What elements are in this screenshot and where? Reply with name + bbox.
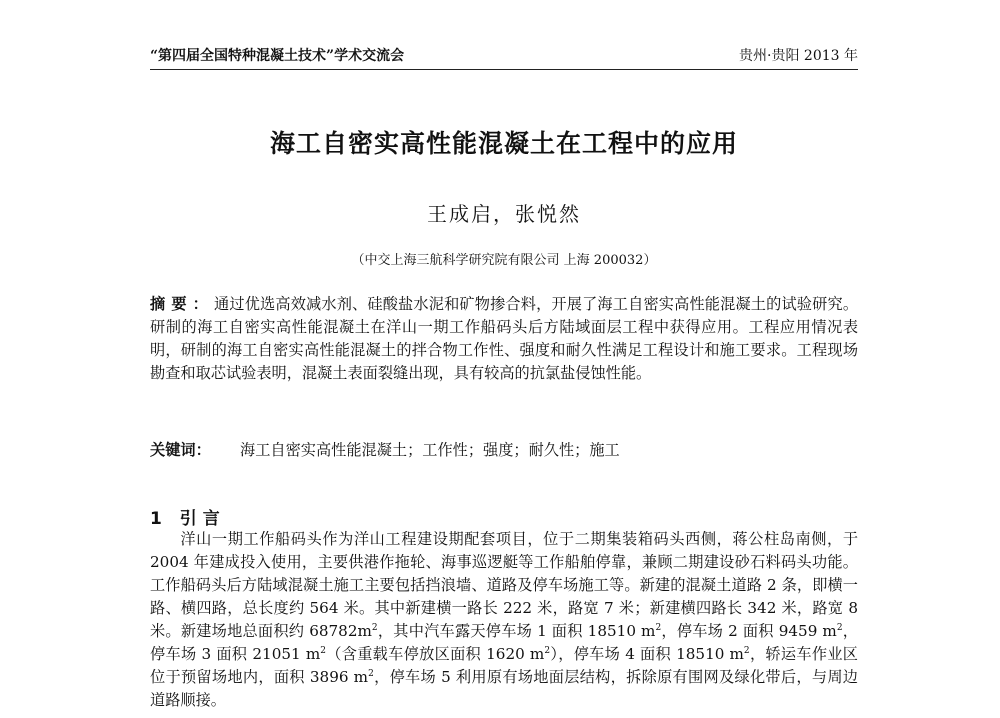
superscript: 2 [743, 645, 750, 656]
keywords-text: 海工自密实高性能混凝土；工作性；强度；耐久性；施工 [240, 441, 620, 459]
paragraph-segment: （含重载车停放区面积 1620 m [325, 645, 545, 663]
running-header [150, 45, 858, 70]
superscript: 2 [836, 622, 843, 633]
abstract-label: 摘要： [150, 295, 215, 313]
section-body-paragraph [150, 528, 858, 712]
abstract [150, 293, 858, 385]
superscript: 2 [368, 668, 374, 679]
paper-title: 海工自密实高性能混凝土在工程中的应用 [269, 129, 738, 158]
superscript: 2 [320, 645, 326, 656]
affiliation: （中交上海三航科学研究院有限公司 上海 200032） [351, 253, 657, 268]
superscript: 2 [655, 622, 662, 633]
paragraph-segment: ，停车场 5 利用原有场地面层结构，拆除原有围网及绿化带后，与周边道路顺接。 [150, 668, 858, 709]
conference-name: “第四届全国特种混凝土技术”学术交流会 [150, 48, 405, 64]
keywords-label: 关键词： [150, 441, 211, 459]
section-heading-introduction: 1 引言 [150, 509, 226, 529]
superscript: 2 [371, 622, 378, 633]
paragraph-segment: ，其中汽车露天停车场 1 面积 18510 m [377, 622, 656, 640]
paragraph-segment: ，停车场 2 面积 9459 m [661, 622, 837, 640]
abstract-text: 通过优选高效减水剂、硅酸盐水泥和矿物掺合料，开展了海工自密实高性能混凝土的试验研究。研制的海工自密实高性能混凝土在洋山一期工作船码头后方陆域面层工程中获得应用。工程应用情况表明，研制的海工自密实高性能混凝土的拌合物工作性、强度和耐久性满足工程设计和施工要求。工程现场勘查和取芯试验表明，混凝土表面裂缝出现，具有较高的抗氯盐侵蚀性能。 [150, 295, 859, 382]
paragraph-segment: 洋山一期工作船码头作为洋山工程建设期配套项目，位于二期集装箱码头西侧，蒋公柱岛南侧，于 2004 年建成投入使用，主要供港作拖轮、海事巡逻艇等工作船舶停靠，兼顾二期建设砂石料码头功能。工作船码头后方陆域混凝土施工主要包括挡浪墙、道路及停车场施工等。新建的混凝土道路 2 条，即横一路、横四路，总长度约 564 米。其中新建横一路长 222 米，路宽 7 米；新建横四路长 342 米，路宽 8 米。新建场地总面积约 68782m [150, 530, 858, 640]
superscript: 2 [544, 645, 551, 656]
paragraph-segment: ，停车场 3 面积 21051 m [150, 622, 858, 663]
paragraph-segment: ，轿运车作业区位于预留场地内，面积 3896 m [150, 645, 858, 686]
keywords [150, 439, 858, 462]
conference-location-year: 贵州·贵阳 2013 年 [739, 48, 858, 64]
paragraph-segment: ），停车场 4 面积 18510 m [550, 645, 744, 663]
authors: 王成启，张悦然 [427, 202, 581, 226]
